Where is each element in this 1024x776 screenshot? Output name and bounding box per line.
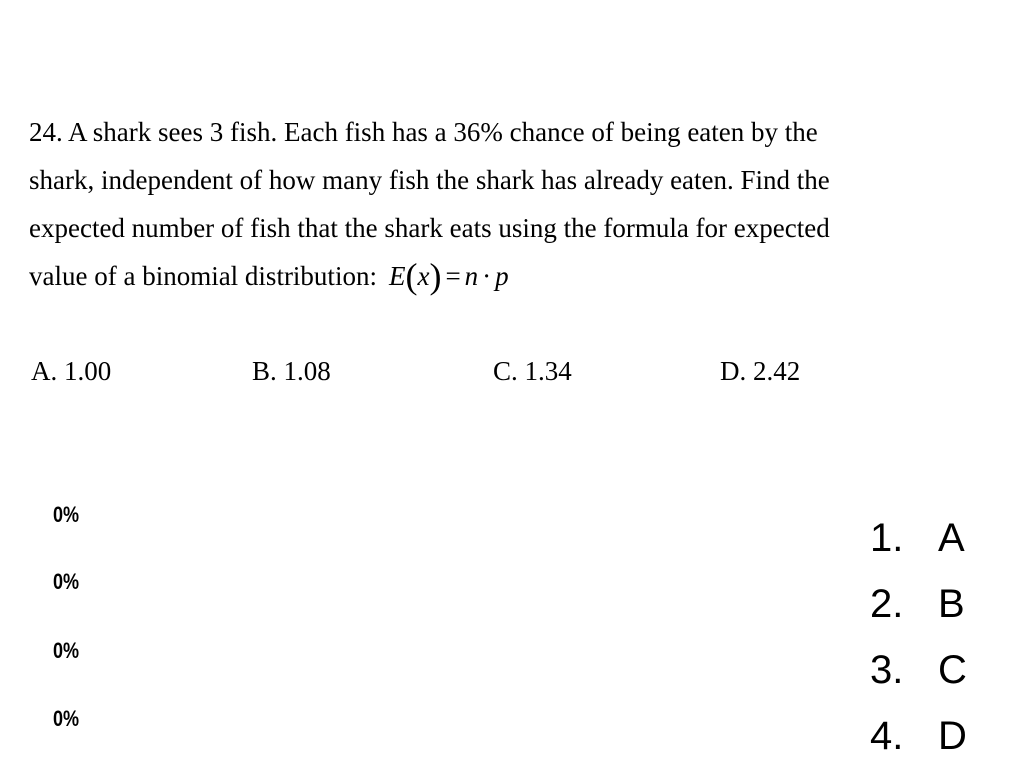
answer-option-1[interactable] [870,512,967,578]
question-line-4 [29,252,989,300]
answer-option-number: 2. [870,582,904,626]
answer-choices [0,356,1024,396]
answer-option-letter: B [938,582,965,626]
answer-options-list [870,512,967,776]
answer-option-2[interactable] [870,578,967,644]
result-percent-a: 0% [53,502,80,527]
expected-value-formula [388,256,509,296]
question-line-4-text: value of a binomial distribution: [29,261,377,291]
result-percent-d: 0% [53,706,80,731]
choice-b: B. 1.08 [252,356,331,386]
answer-option-number: 4. [870,714,904,758]
choice-d: D. 2.42 [720,356,801,386]
formula-dot: · [482,261,492,291]
answer-option-4[interactable] [870,710,967,776]
formula-close-paren: ) [429,256,442,296]
answer-option-letter: C [938,648,967,692]
answer-option-letter: A [938,516,965,560]
result-percent-b: 0% [53,569,80,594]
question-line-2: shark, independent of how many fish the shark has already eaten. Find the [29,165,830,195]
formula-open-paren: ( [405,256,418,296]
question-text [29,108,989,300]
formula-equals: = [445,261,461,291]
choice-c: C. 1.34 [493,356,572,386]
result-percent-c: 0% [53,638,80,663]
choice-a: A. 1.00 [31,356,112,386]
formula-E: E [388,261,406,291]
formula-x: x [417,261,430,291]
question-line-1: 24. A shark sees 3 fish. Each fish has a 36% chance of being eaten by the [29,117,818,147]
answer-option-number: 3. [870,648,904,692]
answer-option-letter: D [938,714,967,758]
formula-p: p [495,261,509,291]
answer-option-3[interactable] [870,644,967,710]
formula-n: n [464,261,479,291]
answer-option-number: 1. [870,516,904,560]
question-line-3: expected number of fish that the shark eats using the formula for expected [29,213,830,243]
